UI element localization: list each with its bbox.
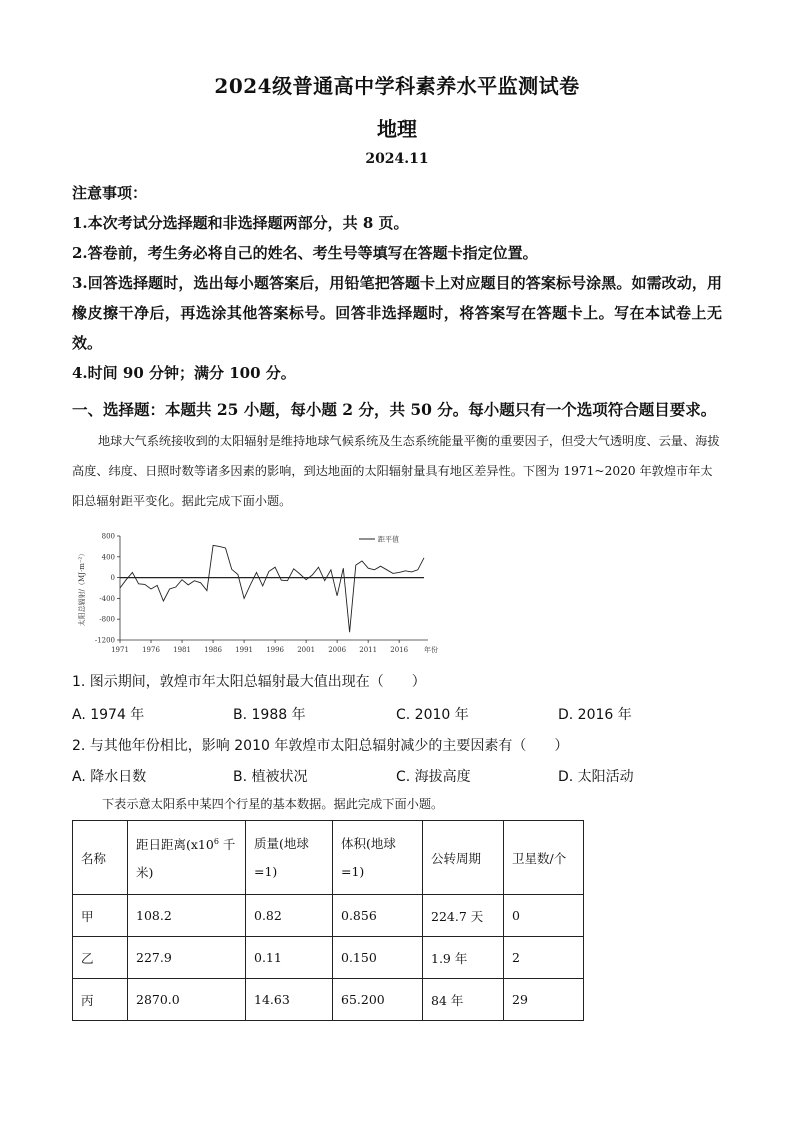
legend-label: 距平值	[378, 535, 399, 544]
y-tick-label: -1200	[94, 636, 115, 645]
x-tick-label: 2011	[359, 646, 378, 654]
x-tick-label: 2016	[390, 646, 409, 654]
section-heading: 一、选择题：本题共 25 小题，每小题 2 分，共 50 分。每小题只有一个选项符合题目要求。	[72, 400, 717, 419]
table-cell: 84 年	[423, 979, 504, 1021]
notice-item-1: 1.本次考试分选择题和非选择题两部分，共 8 页。	[72, 214, 409, 232]
question-1-option-a[interactable]: A. 1974 年	[72, 707, 145, 723]
y-axis-label: 太阳总辐射/（MJ·m⁻²）	[78, 549, 86, 627]
question-1-option-b[interactable]: B. 1988 年	[233, 707, 306, 723]
table-row	[73, 895, 584, 937]
section-intro: 地球大气系统接收到的太阳辐射是维持地球气候系统及生态系统能量平衡的重要因子，但受大气透明度、云量、海拔高度、纬度、日照时数等诸多因素的影响，到达地面的太阳辐射量具有地区差异性。下图为 1971~2020 年敦煌市年太阳总辐射距平变化。据此完成下面小题。	[72, 434, 720, 508]
planet-table	[72, 820, 584, 1021]
table-header-cell	[128, 821, 246, 895]
x-axis-label: 年份	[424, 646, 438, 654]
table-cell: 0.150	[333, 937, 423, 979]
exam-title: 2024级普通高中学科素养水平监测试卷	[214, 74, 580, 98]
x-tick-label: 2006	[328, 646, 347, 654]
table-cell: 乙	[73, 937, 128, 979]
table-header-cell: 质量(地球=1)	[246, 821, 333, 895]
question-2-stem: 2. 与其他年份相比，影响 2010 年敦煌市太阳总辐射减少的主要因素有（ ）	[72, 738, 569, 754]
x-tick-label: 1996	[266, 646, 285, 654]
question-1-option-c[interactable]: C. 2010 年	[396, 707, 469, 723]
table-header-cell: 公转周期	[423, 821, 504, 895]
table-cell: 0.11	[246, 937, 333, 979]
x-tick-label: 1971	[111, 646, 129, 654]
table-cell: 0	[504, 895, 584, 937]
table-intro: 下表示意太阳系中某四个行星的基本数据。据此完成下面小题。	[102, 797, 444, 811]
y-tick-label: 0	[110, 574, 115, 583]
x-tick-label: 1981	[173, 646, 191, 654]
header-distance-a: 距日距离(x10	[136, 837, 214, 853]
table-cell: 224.7 天	[423, 895, 504, 937]
question-2-option-c[interactable]: C. 海拔高度	[396, 769, 471, 785]
question-1-option-d[interactable]: D. 2016 年	[558, 707, 632, 723]
table-cell: 227.9	[128, 937, 246, 979]
table-row	[73, 979, 584, 1021]
table-header-cell: 名称	[73, 821, 128, 895]
table-cell: 108.2	[128, 895, 246, 937]
notice-block	[72, 178, 722, 388]
table-cell: 1.9 年	[423, 937, 504, 979]
radiation-anomaly-chart	[72, 528, 438, 663]
table-cell: 0.856	[333, 895, 423, 937]
notice-item-2: 2.答卷前，考生务必将自己的姓名、考生号等填写在答题卡指定位置。	[72, 244, 538, 262]
table-header-row	[73, 821, 584, 895]
y-tick-label: 800	[101, 532, 115, 541]
table-cell: 甲	[73, 895, 128, 937]
exam-date: 2024.11	[365, 151, 429, 167]
question-2-option-b[interactable]: B. 植被状况	[233, 769, 308, 785]
question-1-stem: 1. 图示期间，敦煌市年太阳总辐射最大值出现在（ ）	[72, 674, 426, 690]
header-distance-b: 千米)	[136, 837, 236, 881]
y-tick-label: -400	[99, 594, 115, 603]
table-cell: 丙	[73, 979, 128, 1021]
table-cell: 0.82	[246, 895, 333, 937]
question-2-option-a[interactable]: A. 降水日数	[72, 769, 147, 785]
x-tick-label: 1986	[204, 646, 222, 654]
table-cell: 2870.0	[128, 979, 246, 1021]
exam-subject: 地理	[377, 117, 417, 141]
table-header-cell: 体积(地球=1)	[333, 821, 423, 895]
notice-item-4: 4.时间 90 分钟；满分 100 分。	[72, 364, 296, 382]
question-2-option-d[interactable]: D. 太阳活动	[558, 769, 634, 785]
y-tick-label: 400	[101, 553, 115, 562]
table-cell: 29	[504, 979, 584, 1021]
table-cell: 65.200	[333, 979, 423, 1021]
series-line-anomaly	[120, 545, 424, 632]
notice-item-3: 3.回答选择题时，选出每小题答案后，用铅笔把答题卡上对应题目的答案标号涂黑。如需改动，用橡皮擦干净后，再选涂其他答案标号。回答非选择题时，将答案写在答题卡上。写在本试卷上无效。	[72, 274, 722, 352]
x-tick-label: 1991	[235, 646, 253, 654]
table-cell: 14.63	[246, 979, 333, 1021]
header-distance-exp: 6	[213, 836, 219, 846]
x-tick-label: 1976	[142, 646, 160, 654]
x-tick-label: 2001	[297, 646, 316, 654]
table-cell: 2	[504, 937, 584, 979]
table-row	[73, 937, 584, 979]
notice-heading: 注意事项：	[72, 184, 148, 202]
table-header-cell: 卫星数/个	[504, 821, 584, 895]
y-tick-label: -800	[99, 615, 115, 624]
